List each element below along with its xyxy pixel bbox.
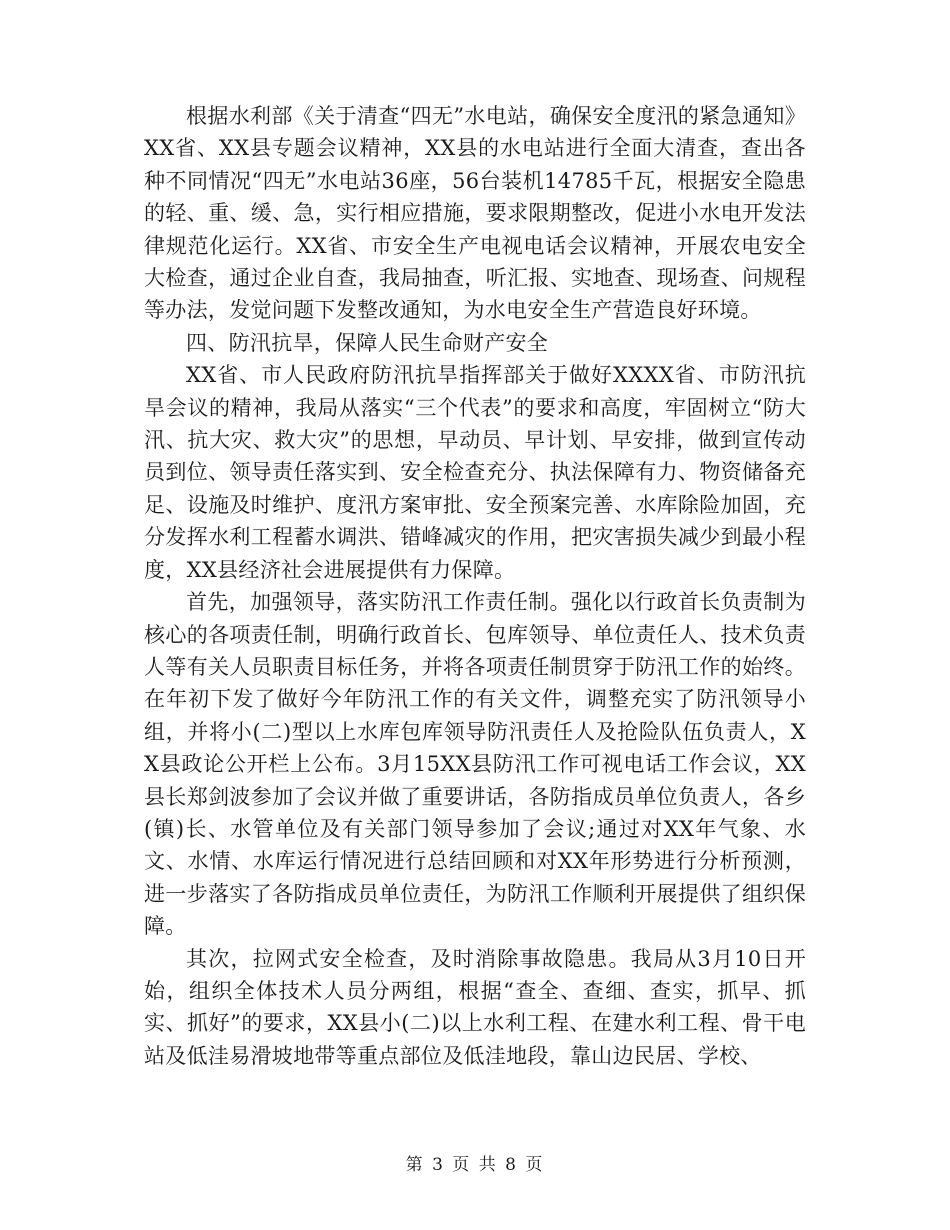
document-body [144,100,806,1072]
paragraph-hydropower-inspection: 根据水利部《关于清查“四无”水电站，确保安全度汛的紧急通知》XX省、XX县专题会议精神，XX县的水电站进行全面大清查，查出各种不同情况“四无”水电站36座，56台装机14785千瓦，根据安全隐患的轻、重、缓、急，实行相应措施，要求限期整改，促进小水电开发法律规范化运行。XX省、市安全生产电视电话会议精神，开展农电安全大检查，通过企业自查，我局抽查，听汇报、实地查、现场查、问规程等办法，发觉问题下发整改通知，为水电安全生产营造良好环境。 [144,104,806,323]
page-footer: 第 3 页 共 8 页 [405,1155,545,1175]
section-heading-flood-control: 四、防汛抗旱，保障人民生命财产安全 [186,330,549,355]
paragraph-second-inspection: 其次，拉网式安全检查，及时消除事故隐患。我局从3月10日开始，组织全体技术人员分两组，根据“查全、查细、查实，抓早、抓实、抓好”的要求，XX县小(二)以上水利工程、在建水利工程、骨干电站及低洼易滑坡地带等重点部位及低洼地段，靠山边民居、学校、 [144,946,806,1068]
paragraph-first-leadership: 首先，加强领导，落实防汛工作责任制。强化以行政首长负责制为核心的各项责任制，明确行政首长、包库领导、单位责任人、技术负责人等有关人员职责目标任务，并将各项责任制贯穿于防汛工作的始终。在年初下发了做好今年防汛工作的有关文件，调整充实了防汛领导小组，并将小(二)型以上水库包库领导防汛责任人及抢险队伍负责人，XX县政论公开栏上公布。3月15XX县防汛工作可视电话工作会议，XX县长郑剑波参加了会议并做了重要讲话，各防指成员单位负责人，各乡(镇)长、水管单位及有关部门领导参加了会议;通过对XX年气象、水文、水情、水库运行情况进行总结回顾和对XX年形势进行分析预测，进一步落实了各防指成员单位责任，为防汛工作顺利开展提供了组织保障。 [144,590,806,939]
paragraph-flood-meeting: XX省、市人民政府防汛抗旱指挥部关于做好XXXX省、市防汛抗旱会议的精神，我局从落实“三个代表”的要求和高度，牢固树立“防大汛、抗大灾、救大灾”的思想，早动员、早计划、早安排，做到宣传动员到位、领导责任落实到、安全检查充分、执法保障有力、物资储备充足、设施及时维护、度汛方案审批、安全预案完善、水库除险加固，充分发挥水利工程蓄水调洪、错峰减灾的作用，把灾害损失减少到最小程度，XX县经济社会进展提供有力保障。 [144,363,806,582]
